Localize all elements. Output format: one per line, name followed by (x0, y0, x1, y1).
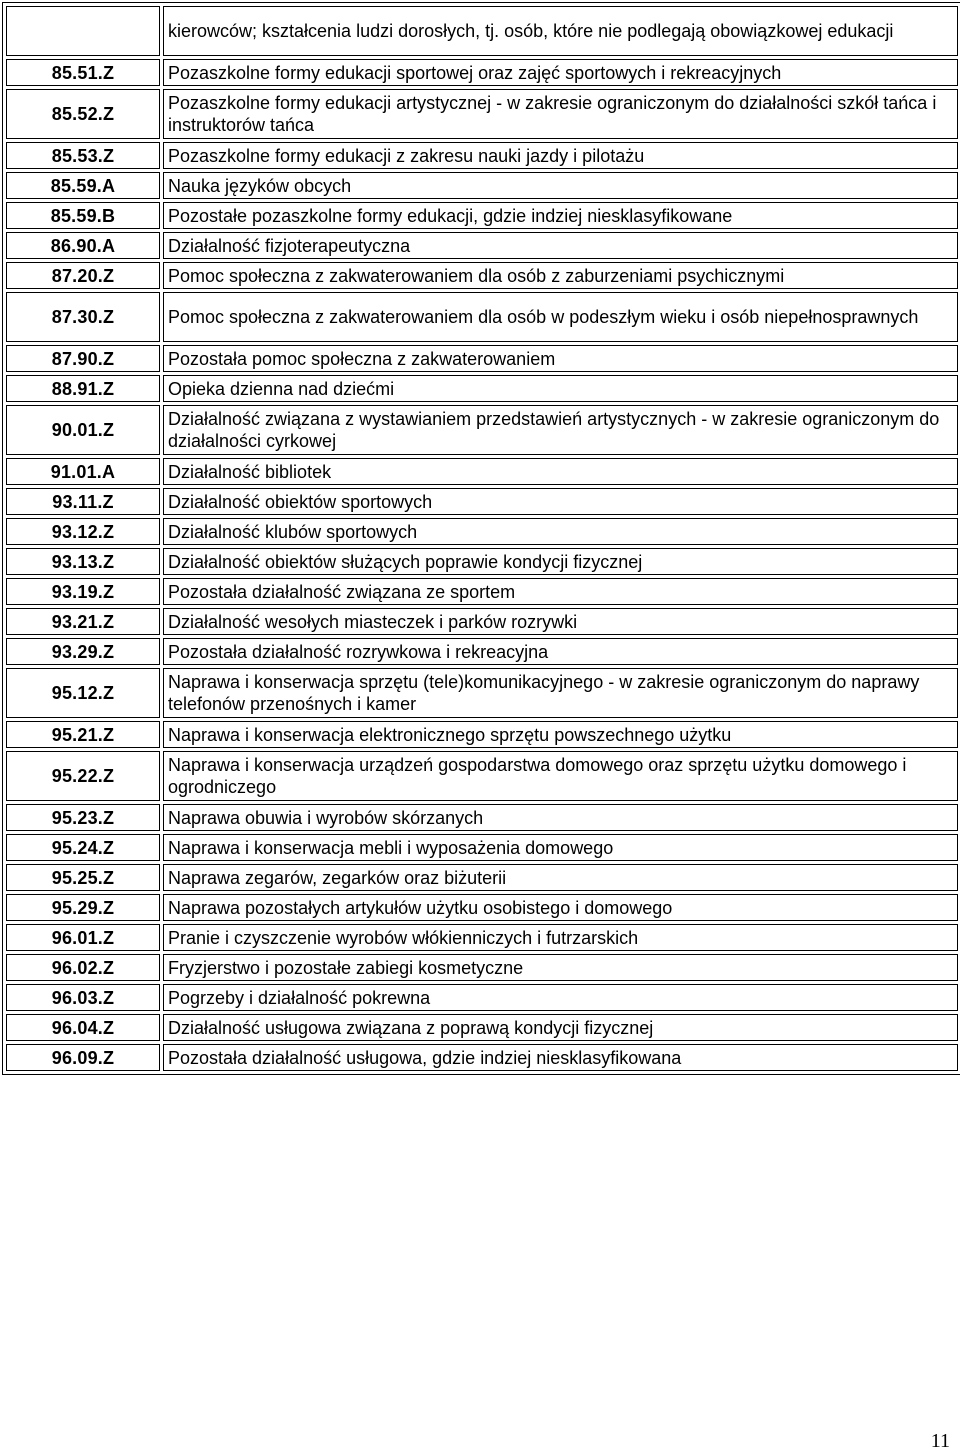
table-row (6, 345, 958, 372)
table-row (6, 954, 958, 981)
pkd-code-cell: 88.91.Z (6, 375, 160, 402)
pkd-code-cell: 85.53.Z (6, 142, 160, 169)
description-cell: Działalność fizjoterapeutyczna (163, 232, 958, 259)
table-row (6, 292, 958, 342)
pkd-code-cell: 85.59.A (6, 172, 160, 199)
pkd-code-cell: 87.90.Z (6, 345, 160, 372)
description-cell: Działalność związana z wystawianiem przedstawień artystycznych - w zakresie ograniczonym do działalności cyrkowej (163, 405, 958, 455)
description-cell: Pogrzeby i działalność pokrewna (163, 984, 958, 1011)
table-body (6, 6, 958, 1071)
description-cell: Pozostała działalność usługowa, gdzie indziej niesklasyfikowana (163, 1044, 958, 1071)
pkd-code-cell: 96.09.Z (6, 1044, 160, 1071)
pkd-code-cell: 95.22.Z (6, 751, 160, 801)
pkd-code-cell: 86.90.A (6, 232, 160, 259)
table-row (6, 202, 958, 229)
table-row (6, 458, 958, 485)
pkd-code-cell: 93.29.Z (6, 638, 160, 665)
table-row (6, 924, 958, 951)
pkd-code-cell: 96.01.Z (6, 924, 160, 951)
table-row (6, 1014, 958, 1041)
description-cell: Działalność wesołych miasteczek i parków rozrywki (163, 608, 958, 635)
pkd-code-cell: 96.04.Z (6, 1014, 160, 1041)
description-cell: Naprawa obuwia i wyrobów skórzanych (163, 804, 958, 831)
table-row (6, 375, 958, 402)
description-cell: Fryzjerstwo i pozostałe zabiegi kosmetyczne (163, 954, 958, 981)
description-cell: Pozaszkolne formy edukacji artystycznej - w zakresie ograniczonym do działalności szkół tańca i instruktorów tańca (163, 89, 958, 139)
description-cell: Naprawa i konserwacja urządzeń gospodarstwa domowego oraz sprzętu użytku domowego i ogrodniczego (163, 751, 958, 801)
description-cell: Naprawa i konserwacja sprzętu (tele)komunikacyjnego - w zakresie ograniczonym do naprawy telefonów przenośnych i kamer (163, 668, 958, 718)
pkd-code-cell: 93.12.Z (6, 518, 160, 545)
pkd-code-cell: 95.24.Z (6, 834, 160, 861)
table-row (6, 262, 958, 289)
description-cell: Pomoc społeczna z zakwaterowaniem dla osób z zaburzeniami psychicznymi (163, 262, 958, 289)
pkd-code-cell: 85.52.Z (6, 89, 160, 139)
table-row (6, 1044, 958, 1071)
table-row (6, 172, 958, 199)
pkd-code-cell: 85.51.Z (6, 59, 160, 86)
pkd-code-cell: 93.13.Z (6, 548, 160, 575)
description-cell: Pozaszkolne formy edukacji sportowej oraz zajęć sportowych i rekreacyjnych (163, 59, 958, 86)
table-row (6, 864, 958, 891)
description-cell: Działalność usługowa związana z poprawą kondycji fizycznej (163, 1014, 958, 1041)
description-cell: Pozostała działalność rozrywkowa i rekreacyjna (163, 638, 958, 665)
table-row (6, 59, 958, 86)
table-row (6, 232, 958, 259)
description-cell: Pozostała pomoc społeczna z zakwaterowaniem (163, 345, 958, 372)
table-row (6, 751, 958, 801)
table-row (6, 578, 958, 605)
table-row (6, 834, 958, 861)
description-cell: Działalność bibliotek (163, 458, 958, 485)
description-cell: Nauka języków obcych (163, 172, 958, 199)
description-cell: Naprawa i konserwacja elektronicznego sprzętu powszechnego użytku (163, 721, 958, 748)
pkd-code-cell: 93.11.Z (6, 488, 160, 515)
pkd-code-cell: 96.03.Z (6, 984, 160, 1011)
table-row (6, 984, 958, 1011)
table-row (6, 638, 958, 665)
pkd-code-cell: 95.12.Z (6, 668, 160, 718)
table-row (6, 405, 958, 455)
pkd-code-cell (6, 6, 160, 56)
table-row (6, 6, 958, 56)
description-cell: Pranie i czyszczenie wyrobów włókienniczych i futrzarskich (163, 924, 958, 951)
description-cell: Pozostała działalność związana ze sportem (163, 578, 958, 605)
pkd-code-cell: 95.29.Z (6, 894, 160, 921)
pkd-code-cell: 91.01.A (6, 458, 160, 485)
table-row (6, 548, 958, 575)
pkd-code-cell: 85.59.B (6, 202, 160, 229)
table-row (6, 142, 958, 169)
description-cell: Naprawa zegarów, zegarków oraz biżuterii (163, 864, 958, 891)
description-cell: Działalność obiektów sportowych (163, 488, 958, 515)
description-cell: Pozostałe pozaszkolne formy edukacji, gdzie indziej niesklasyfikowane (163, 202, 958, 229)
table-row (6, 721, 958, 748)
description-cell: Opieka dzienna nad dziećmi (163, 375, 958, 402)
pkd-code-cell: 90.01.Z (6, 405, 160, 455)
table-row (6, 668, 958, 718)
description-cell: kierowców; kształcenia ludzi dorosłych, tj. osób, które nie podlegają obowiązkowej edukacji (163, 6, 958, 56)
pkd-code-cell: 87.30.Z (6, 292, 160, 342)
page-number: 11 (930, 1430, 950, 1452)
table-row (6, 894, 958, 921)
description-cell: Naprawa pozostałych artykułów użytku osobistego i domowego (163, 894, 958, 921)
pkd-code-cell: 95.25.Z (6, 864, 160, 891)
description-cell: Pozaszkolne formy edukacji z zakresu nauki jazdy i pilotażu (163, 142, 958, 169)
pkd-code-cell: 93.21.Z (6, 608, 160, 635)
table-row (6, 488, 958, 515)
description-cell: Działalność klubów sportowych (163, 518, 958, 545)
pkd-code-cell: 96.02.Z (6, 954, 160, 981)
table-row (6, 89, 958, 139)
pkd-code-cell: 95.21.Z (6, 721, 160, 748)
description-cell: Pomoc społeczna z zakwaterowaniem dla osób w podeszłym wieku i osób niepełnosprawnych (163, 292, 958, 342)
pkd-classification-table (2, 2, 960, 1075)
pkd-code-cell: 95.23.Z (6, 804, 160, 831)
table-row (6, 804, 958, 831)
description-cell: Naprawa i konserwacja mebli i wyposażenia domowego (163, 834, 958, 861)
table-row (6, 608, 958, 635)
pkd-code-cell: 87.20.Z (6, 262, 160, 289)
description-cell: Działalność obiektów służących poprawie kondycji fizycznej (163, 548, 958, 575)
pkd-code-cell: 93.19.Z (6, 578, 160, 605)
table-row (6, 518, 958, 545)
